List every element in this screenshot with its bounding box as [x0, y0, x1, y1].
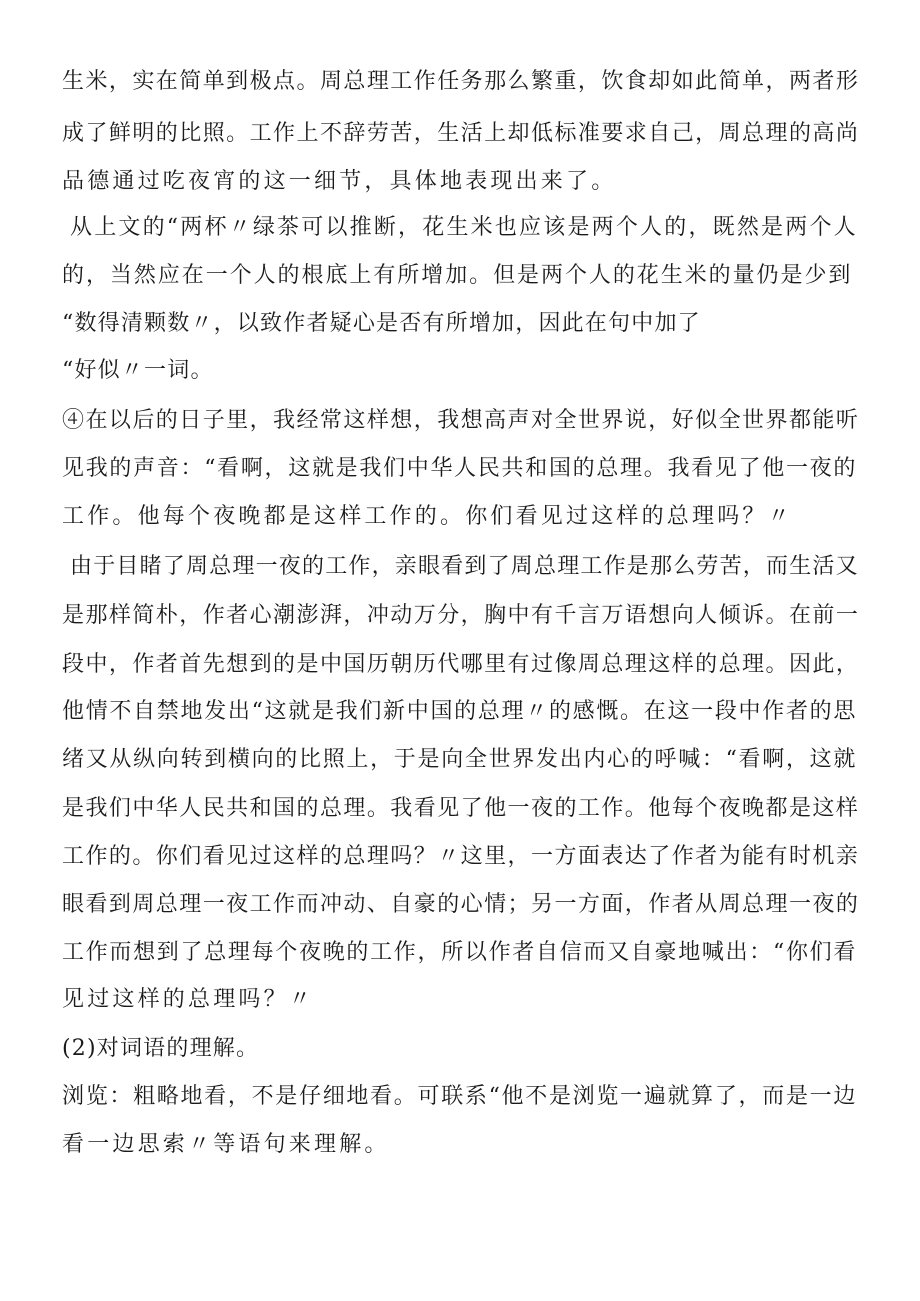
text-line: 工作。他每个夜晚都是这样工作的。你们看见过这样的总理吗？〃 [62, 504, 793, 529]
text-line: 绪又从纵向转到横向的比照上，于是向全世界发出内心的呼喊：“看啊，这就 [62, 747, 858, 772]
text-line: “好似〃一词。 [62, 358, 214, 383]
text-line: 浏览：粗略地看，不是仔细地看。可联系“他不是浏览一遍就算了，而是一边 [62, 1084, 858, 1109]
text-line: 从上文的“两杯〃绿茶可以推断，花生米也应该是两个人的，既然是两个人 [70, 215, 858, 240]
text-line: 品德通过吃夜宵的这一细节，具体地表现出来了。 [62, 169, 617, 194]
text-line: 的，当然应在一个人的根底上有所增加。但是两个人的花生米的量仍是少到 [62, 263, 853, 288]
text-line: 是那样简朴，作者心潮澎湃，冲动万分，胸中有千言万语想向人倾诉。在前一 [62, 603, 860, 628]
text-line: 见过这样的总理吗？〃 [62, 987, 315, 1012]
text-line: “数得清颗数〃，以致作者疑心是否有所增加，因此在句中加了 [62, 311, 701, 336]
text-line: 段中，作者首先想到的是中国历朝历代哪里有过像周总理这样的总理。因此， [62, 652, 860, 677]
text-line: 是我们中华人民共和国的总理。我看见了他一夜的工作。他每个夜晚都是这样 [62, 796, 860, 821]
text-line: 眼看到周总理一夜工作而冲动、自豪的心情；另一方面，作者从周总理一夜的 [62, 892, 860, 917]
text-line: 工作的。你们看见过这样的总理吗？〃这里，一方面表达了作者为能有时机亲 [62, 844, 860, 869]
text-line: 看一边思索〃等语句来理解。 [62, 1132, 390, 1157]
text-line: 见我的声音：“看啊，这就是我们中华人民共和国的总理。我看见了他一夜的 [62, 456, 858, 481]
text-line: ④在以后的日子里，我经常这样想，我想高声对全世界说，好似全世界都能听 [62, 408, 860, 433]
text-line: (2)对词语的理解。 [62, 1036, 260, 1061]
text-line: 生米，实在简单到极点。周总理工作任务那么繁重，饮食却如此简单，两者形 [62, 69, 860, 94]
text-line: 他情不自禁地发出“这就是我们新中国的总理〃的感慨。在这一段中作者的思 [62, 699, 858, 724]
text-line: 由于目睹了周总理一夜的工作，亲眼看到了周总理工作是那么劳苦，而生活又 [70, 554, 859, 579]
text-line: 成了鲜明的比照。工作上不辞劳苦，生活上却低标准要求自己，周总理的高尚 [62, 121, 860, 146]
text-line: 工作而想到了总理每个夜晚的工作，所以作者自信而又自豪地喊出：“你们看 [62, 940, 858, 965]
